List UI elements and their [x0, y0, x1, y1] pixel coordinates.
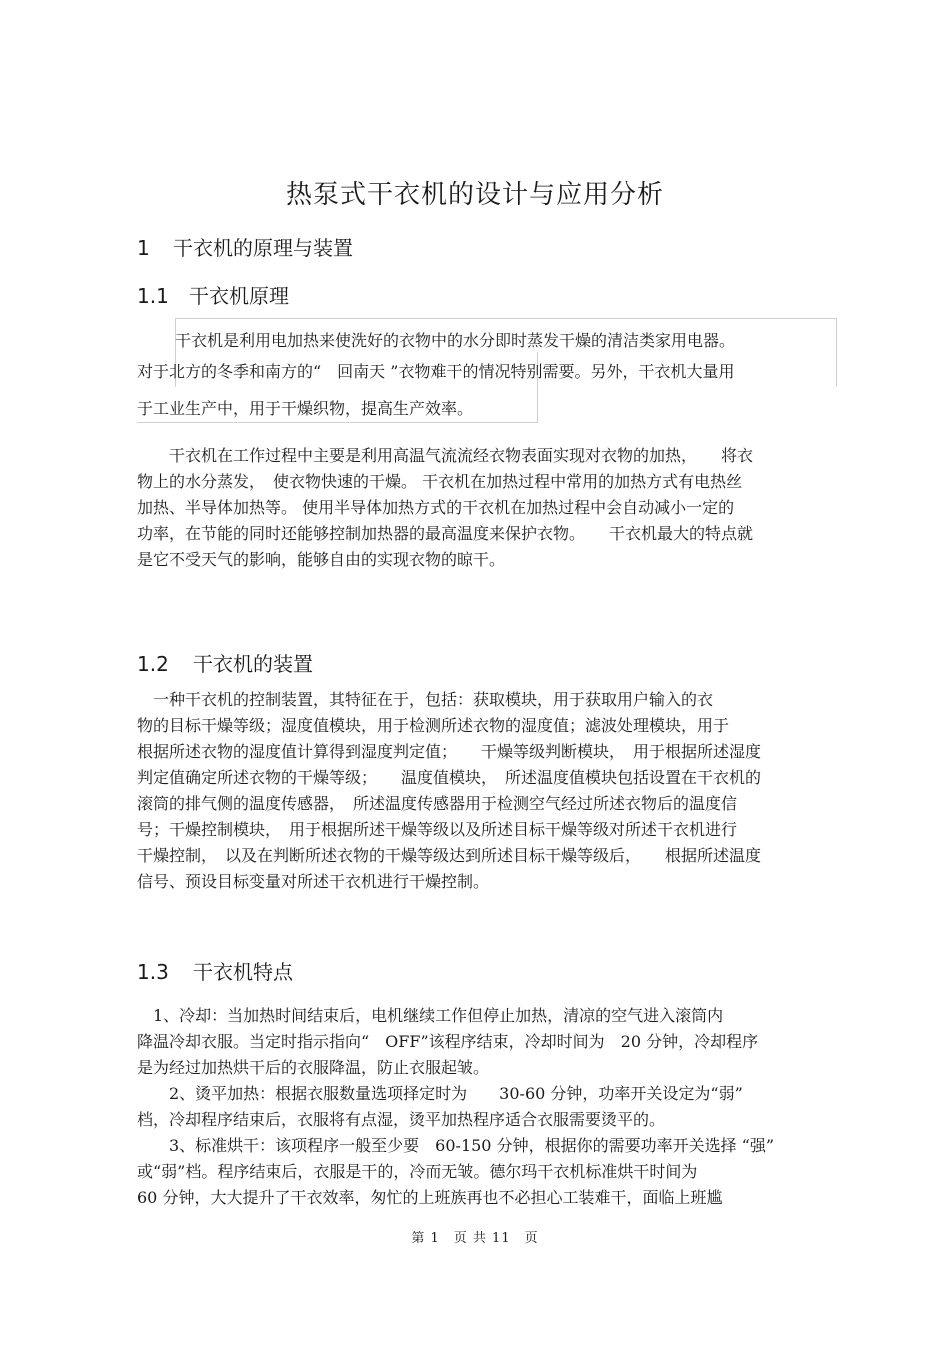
heading-1-1-text: 干衣机原理 — [189, 284, 289, 308]
heading-1-3 — [137, 956, 293, 985]
paragraph-device-line-1: 一种干衣机的控制装置，其特征在于，包括：获取模块，用于获取用户输入的衣 — [137, 690, 714, 709]
paragraph-features-line-7: 或“弱”档。程序结束后，衣服是干的，冷而无皱。德尔玛干衣机标准烘干时间为 — [137, 1162, 698, 1181]
paragraph-principle-line-2: 物上的水分蒸发， 使衣物快速的干燥。 干衣机在加热过程中常用的加热方式有电热丝 — [137, 472, 743, 491]
paragraph-features-line-3: 是为经过加热烘干后的衣服降温，防止衣服起皱。 — [137, 1058, 490, 1077]
heading-1 — [137, 232, 353, 261]
paragraph-features-line-6: 3、标准烘干：该项程序一般至少要 60-150 分钟，根据你的需要功率开关选择 “强” — [137, 1136, 775, 1155]
heading-1-text: 干衣机的原理与装置 — [173, 236, 353, 260]
paragraph-principle-line-1: 干衣机在工作过程中主要是利用高温气流流经衣物表面实现对衣物的加热， 将衣 — [137, 446, 754, 465]
heading-1-2 — [137, 648, 313, 677]
paragraph-device-line-4: 判定值确定所述衣物的干燥等级； 温度值模块， 所述温度值模块包括设置在干衣机的 — [137, 768, 762, 787]
paragraph-device-line-6: 号；干燥控制模块， 用于根据所述干燥等级以及所述目标干燥等级对所述干衣机进行 — [137, 820, 738, 839]
paragraph-device-line-2: 物的目标干燥等级；湿度值模块，用于检测所述衣物的湿度值；滤波处理模块，用于 — [137, 716, 730, 735]
heading-1-3-number: 1.3 — [137, 960, 169, 984]
intro-line-3: 于工业生产中，用于干燥织物，提高生产效率。 — [137, 399, 474, 418]
page-footer: 第 1 页 共 11 页 — [411, 1231, 539, 1246]
heading-1-1 — [137, 280, 289, 309]
paragraph-device-line-5: 滚筒的排气侧的温度传感器， 所述温度传感器用于检测空气经过所述衣物后的温度信 — [137, 794, 738, 813]
heading-1-3-text: 干衣机特点 — [193, 960, 293, 984]
paragraph-features-line-5: 档，冷却程序结束后，衣服将有点湿，烫平加热程序适合衣服需要烫平的。 — [137, 1110, 666, 1129]
paragraph-device-line-8: 信号、预设目标变量对所述干衣机进行干燥控制。 — [137, 872, 490, 891]
heading-1-1-number: 1.1 — [137, 284, 169, 308]
paragraph-principle-line-4: 功率，在节能的同时还能够控制加热器的最高温度来保护衣物。 干衣机最大的特点就 — [137, 524, 754, 543]
heading-1-number: 1 — [137, 236, 150, 260]
heading-1-2-number: 1.2 — [137, 652, 169, 676]
paragraph-device-line-7: 干燥控制， 以及在判断所述衣物的干燥等级达到所述目标干燥等级后， 根据所述温度 — [137, 846, 762, 865]
intro-line-1: 干衣机是利用电加热来使洗好的衣物中的水分即时蒸发干燥的清洁类家用电器。 — [175, 331, 736, 350]
paragraph-principle-line-5: 是它不受天气的影响，能够自由的实现衣物的晾干。 — [137, 550, 506, 569]
paragraph-device-line-3: 根据所述衣物的湿度值计算得到湿度判定值； 干燥等级判断模块， 用于根据所述湿度 — [137, 742, 762, 761]
document-title: 热泵式干衣机的设计与应用分析 — [285, 180, 664, 210]
paragraph-principle-line-3: 加热、半导体加热等。 使用半导体加热方式的干衣机在加热过程中会自动减小一定的 — [137, 498, 735, 517]
intro-line-2: 对于北方的冬季和南方的“ 回南天 ”衣物难干的情况特别需要。另外，干衣机大量用 — [137, 362, 735, 381]
paragraph-features-line-2: 降温冷却衣服。当定时指示指向“ OFF”该程序结束，冷却时间为 20 分钟，冷却程序 — [137, 1032, 759, 1051]
paragraph-features-line-8: 60 分钟，大大提升了干衣效率，匆忙的上班族再也不必担心工装难干，面临上班尴 — [137, 1188, 723, 1207]
paragraph-features-line-4: 2、烫平加热：根据衣服数量选项择定时为 30-60 分钟，功率开关设定为“弱” — [137, 1084, 743, 1103]
paragraph-features-line-1: 1、冷却：当加热时间结束后，电机继续工作但停止加热，清凉的空气进入滚筒内 — [137, 1006, 724, 1025]
heading-1-2-text: 干衣机的装置 — [193, 652, 313, 676]
